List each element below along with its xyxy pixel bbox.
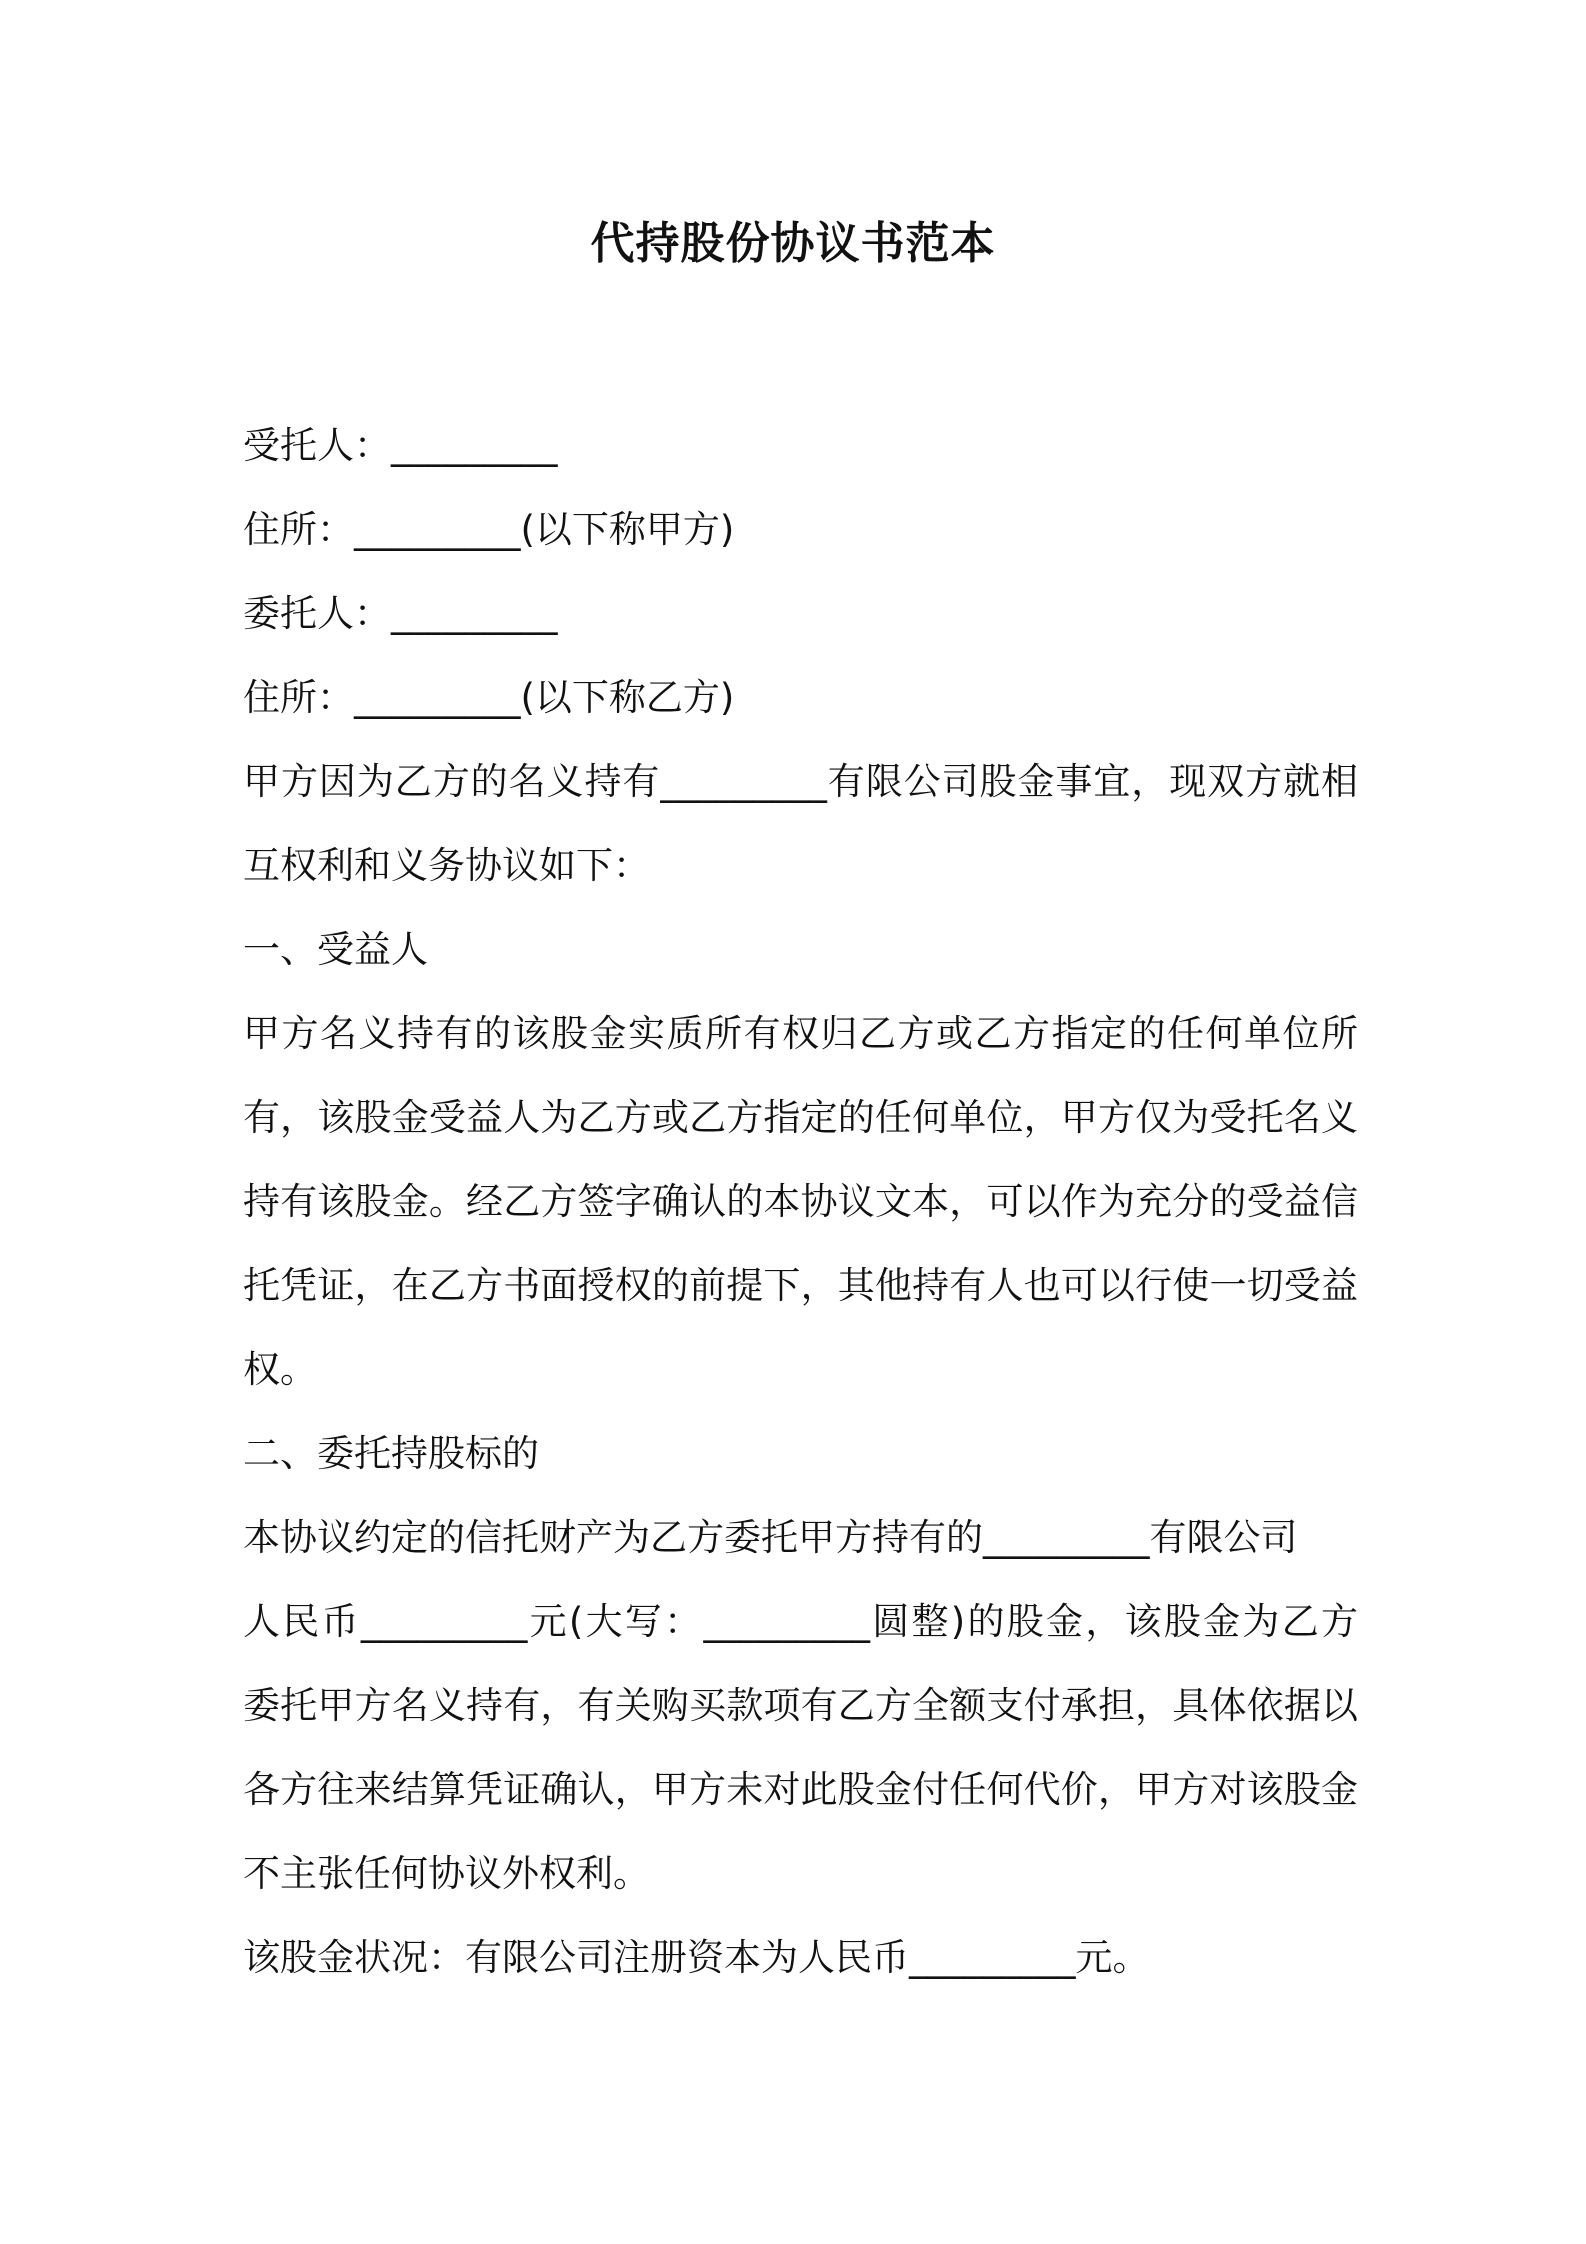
beneficiary-paragraph-line-1: 甲方名义持有的该股金实质所有权归乙方或乙方指定的任何单位所 xyxy=(243,1012,1358,1055)
trustee-line: 受托人：_________ xyxy=(243,424,558,467)
subject-paragraph-line-5: 不主张任何协议外权利。 xyxy=(243,1852,650,1895)
section-heading-subject: 二、委托持股标的 xyxy=(243,1432,539,1475)
beneficiary-paragraph-line-5: 权。 xyxy=(243,1348,317,1391)
beneficiary-paragraph-line-2: 有，该股金受益人为乙方或乙方指定的任何单位，甲方仅为受托名义 xyxy=(243,1096,1358,1139)
subject-paragraph-line-2: 人民币_________元(大写：_________圆整)的股金，该股金为乙方 xyxy=(243,1600,1358,1643)
preamble-line-2: 互权利和义务协议如下： xyxy=(243,844,650,887)
beneficiary-paragraph-line-3: 持有该股金。经乙方签字确认的本协议文本，可以作为充分的受益信 xyxy=(243,1180,1358,1223)
subject-paragraph-line-1: 本协议约定的信托财产为乙方委托甲方持有的_________有限公司 xyxy=(243,1516,1298,1559)
document-body xyxy=(243,404,1358,2000)
beneficiary-paragraph-line-4: 托凭证，在乙方书面授权的前提下，其他持有人也可以行使一切受益 xyxy=(243,1264,1358,1307)
trustor-line: 委托人：_________ xyxy=(243,592,558,635)
share-status-line: 该股金状况：有限公司注册资本为人民币_________元。 xyxy=(243,1936,1150,1979)
preamble-line-1: 甲方因为乙方的名义持有_________有限公司股金事宜，现双方就相 xyxy=(243,760,1358,803)
subject-paragraph-line-4: 各方往来结算凭证确认，甲方未对此股金付任何代价，甲方对该股金 xyxy=(243,1768,1358,1811)
document-title: 代持股份协议书范本 xyxy=(590,218,996,269)
trustee-address-line: 住所：_________(以下称甲方) xyxy=(243,508,735,551)
subject-paragraph-line-3: 委托甲方名义持有，有关购买款项有乙方全额支付承担，具体依据以 xyxy=(243,1684,1358,1727)
section-heading-beneficiary: 一、受益人 xyxy=(243,928,428,971)
trustor-address-line: 住所：_________(以下称乙方) xyxy=(243,676,735,719)
